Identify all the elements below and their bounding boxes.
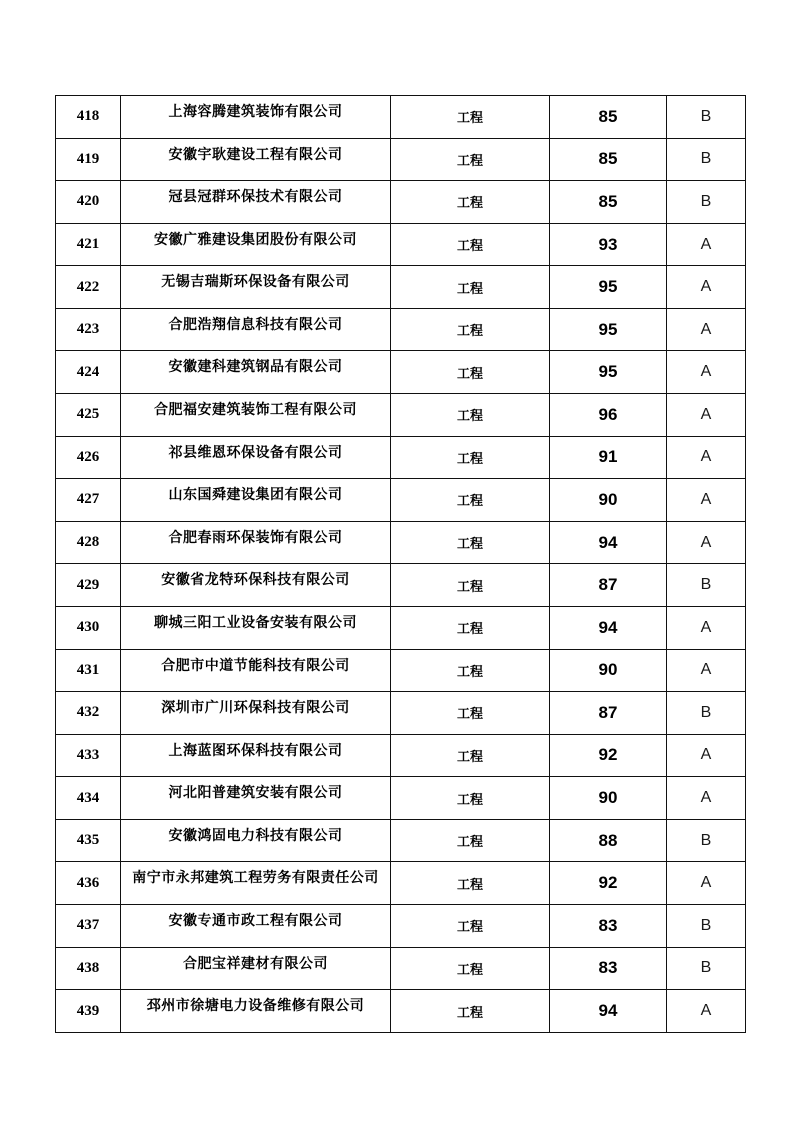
grade-cell: B	[667, 692, 746, 735]
company-name-cell: 上海容腾建筑装饰有限公司	[121, 96, 391, 139]
grade-cell: B	[667, 181, 746, 224]
table-row	[56, 308, 746, 351]
grade-cell: B	[667, 819, 746, 862]
grade-cell: A	[667, 223, 746, 266]
table-row	[56, 96, 746, 139]
company-name-cell: 南宁市永邦建筑工程劳务有限责任公司	[121, 862, 391, 905]
row-number-cell: 425	[56, 394, 121, 437]
table-row	[56, 777, 746, 820]
grade-cell: A	[667, 479, 746, 522]
row-number-cell: 433	[56, 734, 121, 777]
grade-cell: A	[667, 394, 746, 437]
row-number-cell: 434	[56, 777, 121, 820]
table-row	[56, 266, 746, 309]
company-name-cell: 河北阳普建筑安装有限公司	[121, 777, 391, 820]
grade-cell: A	[667, 266, 746, 309]
category-cell: 工程	[391, 904, 550, 947]
grade-cell: A	[667, 649, 746, 692]
table-row	[56, 479, 746, 522]
category-cell: 工程	[391, 947, 550, 990]
company-name-cell: 合肥市中道节能科技有限公司	[121, 649, 391, 692]
table-row	[56, 223, 746, 266]
row-number-cell: 419	[56, 138, 121, 181]
score-cell: 95	[550, 266, 667, 309]
company-name-cell: 合肥春雨环保装饰有限公司	[121, 521, 391, 564]
row-number-cell: 438	[56, 947, 121, 990]
row-number-cell: 429	[56, 564, 121, 607]
company-name-cell: 山东国舜建设集团有限公司	[121, 479, 391, 522]
table-row	[56, 606, 746, 649]
category-cell: 工程	[391, 734, 550, 777]
row-number-cell: 427	[56, 479, 121, 522]
score-cell: 95	[550, 308, 667, 351]
company-name-cell: 祁县维恩环保设备有限公司	[121, 436, 391, 479]
table-row	[56, 947, 746, 990]
company-name-cell: 冠县冠群环保技术有限公司	[121, 181, 391, 224]
company-name-cell: 安徽广雅建设集团股份有限公司	[121, 223, 391, 266]
company-name-cell: 深圳市广川环保科技有限公司	[121, 692, 391, 735]
company-name-cell: 合肥浩翔信息科技有限公司	[121, 308, 391, 351]
grade-cell: A	[667, 351, 746, 394]
row-number-cell: 439	[56, 990, 121, 1033]
score-cell: 94	[550, 990, 667, 1033]
row-number-cell: 436	[56, 862, 121, 905]
company-name-cell: 安徽宇耿建设工程有限公司	[121, 138, 391, 181]
score-cell: 83	[550, 904, 667, 947]
company-name-cell: 上海蓝图环保科技有限公司	[121, 734, 391, 777]
table-row	[56, 904, 746, 947]
row-number-cell: 428	[56, 521, 121, 564]
grade-cell: B	[667, 138, 746, 181]
row-number-cell: 430	[56, 606, 121, 649]
row-number-cell: 437	[56, 904, 121, 947]
category-cell: 工程	[391, 479, 550, 522]
score-cell: 87	[550, 564, 667, 607]
category-cell: 工程	[391, 308, 550, 351]
table-row	[56, 394, 746, 437]
table-row	[56, 181, 746, 224]
score-cell: 90	[550, 479, 667, 522]
score-cell: 92	[550, 734, 667, 777]
category-cell: 工程	[391, 649, 550, 692]
score-cell: 85	[550, 181, 667, 224]
table-row	[56, 692, 746, 735]
grade-cell: A	[667, 436, 746, 479]
row-number-cell: 418	[56, 96, 121, 139]
table-row	[56, 649, 746, 692]
score-cell: 94	[550, 521, 667, 564]
score-cell: 93	[550, 223, 667, 266]
row-number-cell: 431	[56, 649, 121, 692]
company-name-cell: 合肥宝祥建材有限公司	[121, 947, 391, 990]
score-cell: 85	[550, 96, 667, 139]
grade-cell: A	[667, 308, 746, 351]
table-row	[56, 521, 746, 564]
score-cell: 91	[550, 436, 667, 479]
row-number-cell: 424	[56, 351, 121, 394]
row-number-cell: 423	[56, 308, 121, 351]
table-row	[56, 564, 746, 607]
company-name-cell: 聊城三阳工业设备安装有限公司	[121, 606, 391, 649]
score-cell: 85	[550, 138, 667, 181]
category-cell: 工程	[391, 521, 550, 564]
score-cell: 88	[550, 819, 667, 862]
grade-cell: B	[667, 904, 746, 947]
grade-cell: A	[667, 777, 746, 820]
score-cell: 95	[550, 351, 667, 394]
grade-cell: B	[667, 96, 746, 139]
company-name-cell: 邳州市徐塘电力设备维修有限公司	[121, 990, 391, 1033]
table-row	[56, 990, 746, 1033]
grade-cell: B	[667, 564, 746, 607]
grade-cell: A	[667, 734, 746, 777]
row-number-cell: 420	[56, 181, 121, 224]
company-rating-table	[55, 95, 746, 1033]
category-cell: 工程	[391, 181, 550, 224]
grade-cell: A	[667, 606, 746, 649]
grade-cell: A	[667, 521, 746, 564]
score-cell: 94	[550, 606, 667, 649]
company-table-body	[56, 96, 746, 1033]
company-name-cell: 合肥福安建筑装饰工程有限公司	[121, 394, 391, 437]
row-number-cell: 432	[56, 692, 121, 735]
score-cell: 96	[550, 394, 667, 437]
table-row	[56, 734, 746, 777]
company-name-cell: 安徽建科建筑钢品有限公司	[121, 351, 391, 394]
table-row	[56, 862, 746, 905]
row-number-cell: 426	[56, 436, 121, 479]
grade-cell: A	[667, 862, 746, 905]
company-name-cell: 安徽省龙特环保科技有限公司	[121, 564, 391, 607]
grade-cell: A	[667, 990, 746, 1033]
company-name-cell: 无锡吉瑞斯环保设备有限公司	[121, 266, 391, 309]
score-cell: 90	[550, 649, 667, 692]
grade-cell: B	[667, 947, 746, 990]
category-cell: 工程	[391, 819, 550, 862]
company-name-cell: 安徽鸿固电力科技有限公司	[121, 819, 391, 862]
table-row	[56, 819, 746, 862]
table-row	[56, 351, 746, 394]
score-cell: 92	[550, 862, 667, 905]
category-cell: 工程	[391, 862, 550, 905]
category-cell: 工程	[391, 564, 550, 607]
company-name-cell: 安徽专通市政工程有限公司	[121, 904, 391, 947]
row-number-cell: 422	[56, 266, 121, 309]
category-cell: 工程	[391, 138, 550, 181]
score-cell: 83	[550, 947, 667, 990]
category-cell: 工程	[391, 223, 550, 266]
category-cell: 工程	[391, 990, 550, 1033]
category-cell: 工程	[391, 394, 550, 437]
score-cell: 87	[550, 692, 667, 735]
category-cell: 工程	[391, 692, 550, 735]
category-cell: 工程	[391, 606, 550, 649]
row-number-cell: 435	[56, 819, 121, 862]
category-cell: 工程	[391, 777, 550, 820]
score-cell: 90	[550, 777, 667, 820]
row-number-cell: 421	[56, 223, 121, 266]
category-cell: 工程	[391, 96, 550, 139]
table-row	[56, 436, 746, 479]
category-cell: 工程	[391, 436, 550, 479]
category-cell: 工程	[391, 266, 550, 309]
table-row	[56, 138, 746, 181]
category-cell: 工程	[391, 351, 550, 394]
